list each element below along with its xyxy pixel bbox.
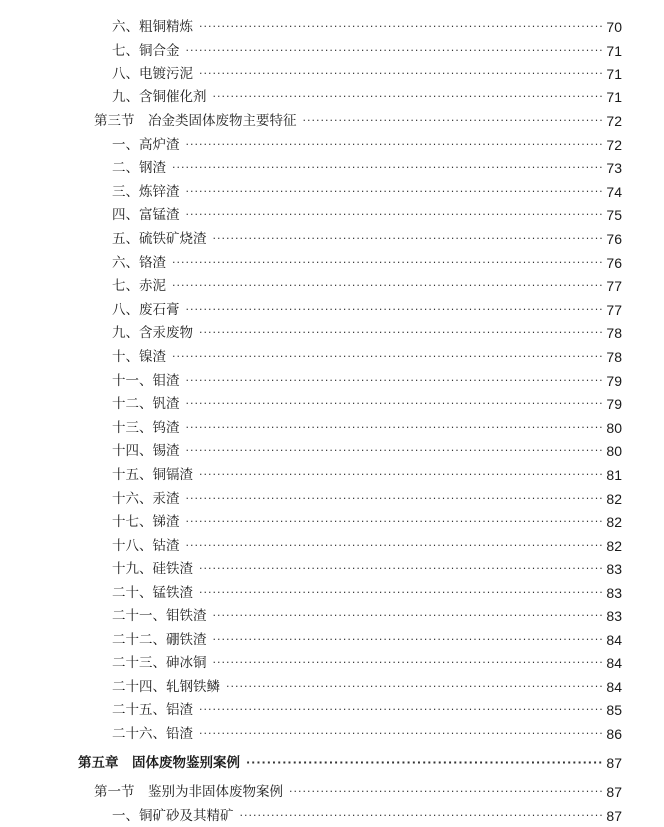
- toc-entry-page-number: 74: [606, 184, 622, 200]
- dot-leader: [199, 699, 602, 721]
- toc-entry-page-number: 83: [606, 585, 622, 601]
- dot-leader: [240, 805, 603, 827]
- toc-entry-page-number: 76: [606, 255, 622, 271]
- toc-entry-page-number: 80: [606, 443, 622, 459]
- toc-entry-title: 十五、铜镉渣: [112, 467, 193, 483]
- toc-entry-title: 六、铬渣: [112, 255, 166, 271]
- dot-leader: [186, 488, 603, 510]
- toc-entry-item: [112, 86, 622, 108]
- dot-leader: [172, 157, 602, 179]
- toc-entry-item: [112, 181, 622, 203]
- dot-leader: [226, 676, 602, 698]
- toc-entry-item: [112, 40, 622, 62]
- dot-leader: [172, 346, 602, 368]
- toc-entry-item: [112, 605, 622, 627]
- toc-entry-page-number: 72: [606, 113, 622, 129]
- toc-entry-item: [112, 16, 622, 38]
- toc-entry-item: [112, 558, 622, 580]
- dot-leader: [199, 464, 602, 486]
- toc-entry-page-number: 77: [606, 278, 622, 294]
- toc-entry-page-number: 75: [606, 207, 622, 223]
- dot-leader: [186, 299, 603, 321]
- toc-entry-chapter: [78, 752, 622, 774]
- toc-entry-page-number: 84: [606, 655, 622, 671]
- toc-entry-page-number: 71: [606, 66, 622, 82]
- toc-entry-title: 二十二、硼铁渣: [112, 632, 207, 648]
- toc-entry-title: 十八、钴渣: [112, 538, 180, 554]
- dot-leader: [186, 370, 603, 392]
- toc-entry-item: [112, 464, 622, 486]
- dot-leader: [199, 558, 602, 580]
- toc-entry-title: 九、含汞废物: [112, 325, 193, 341]
- toc-entry-section: [94, 110, 622, 132]
- toc-entry-page-number: 81: [606, 467, 622, 483]
- toc-entry-title: 七、铜合金: [112, 43, 180, 59]
- toc-entry-page-number: 84: [606, 679, 622, 695]
- toc-entry-title: 第三节 冶金类固体废物主要特征: [94, 113, 297, 129]
- toc-entry-page-number: 79: [606, 396, 622, 412]
- toc-entry-title: 四、富锰渣: [112, 207, 180, 223]
- toc-entry-item: [112, 440, 622, 462]
- toc-entry-title: 九、含铜催化剂: [112, 89, 207, 105]
- dot-leader: [172, 275, 602, 297]
- toc-entry-page-number: 80: [606, 420, 622, 436]
- dot-leader: [186, 204, 603, 226]
- toc-entry-item: [112, 805, 622, 827]
- toc-entry-page-number: 76: [606, 231, 622, 247]
- toc-entry-item: [112, 370, 622, 392]
- toc-entry-title: 十一、钼渣: [112, 373, 180, 389]
- toc-entry-item: [112, 417, 622, 439]
- toc-entry-page-number: 73: [606, 160, 622, 176]
- dot-leader: [199, 63, 602, 85]
- toc-entry-title: 十六、汞渣: [112, 491, 180, 507]
- toc-entry-title: 十七、锑渣: [112, 514, 180, 530]
- toc-entry-title: 二十五、铝渣: [112, 702, 193, 718]
- toc-entry-item: [112, 582, 622, 604]
- toc-entry-page-number: 79: [606, 373, 622, 389]
- toc-entry-item: [112, 157, 622, 179]
- toc-entry-title: 八、电镀污泥: [112, 66, 193, 82]
- toc-entry-item: [112, 275, 622, 297]
- toc-entry-item: [112, 629, 622, 651]
- toc-entry-title: 十二、钒渣: [112, 396, 180, 412]
- toc-entry-title: 一、铜矿砂及其精矿: [112, 808, 234, 824]
- dot-leader: [199, 322, 602, 344]
- toc-entry-title: 十、镍渣: [112, 349, 166, 365]
- dot-leader: [303, 110, 603, 132]
- toc-entry-page-number: 84: [606, 632, 622, 648]
- toc-entry-page-number: 87: [606, 808, 622, 824]
- toc-entry-page-number: 86: [606, 726, 622, 742]
- toc-entry-item: [112, 204, 622, 226]
- toc-entry-item: [112, 252, 622, 274]
- dot-leader: [186, 181, 603, 203]
- toc-entry-item: [112, 63, 622, 85]
- toc-entry-title: 第五章 固体废物鉴别案例: [78, 755, 240, 771]
- toc-entry-page-number: 82: [606, 491, 622, 507]
- toc-entry-item: [112, 134, 622, 156]
- toc-entry-page-number: 78: [606, 349, 622, 365]
- toc-entry-item: [112, 511, 622, 533]
- toc-entry-page-number: 71: [606, 43, 622, 59]
- toc-entry-page-number: 87: [606, 755, 622, 771]
- toc-entry-item: [112, 699, 622, 721]
- toc-entry-title: 七、赤泥: [112, 278, 166, 294]
- dot-leader: [246, 752, 602, 774]
- dot-leader: [186, 440, 603, 462]
- toc-entry-page-number: 83: [606, 608, 622, 624]
- dot-leader: [186, 134, 603, 156]
- dot-leader: [213, 228, 603, 250]
- toc-entry-section: [94, 781, 622, 803]
- toc-entry-title: 十九、硅铁渣: [112, 561, 193, 577]
- dot-leader: [186, 535, 603, 557]
- toc-entry-item: [112, 393, 622, 415]
- dot-leader: [289, 781, 602, 803]
- toc-entry-title: 八、废石膏: [112, 302, 180, 318]
- toc-entry-item: [112, 488, 622, 510]
- toc-entry-item: [112, 322, 622, 344]
- toc-entry-title: 二十、锰铁渣: [112, 585, 193, 601]
- toc-entry-item: [112, 676, 622, 698]
- toc-entry-title: 五、硫铁矿烧渣: [112, 231, 207, 247]
- toc-entry-page-number: 72: [606, 137, 622, 153]
- toc-entry-title: 第一节 鉴别为非固体废物案例: [94, 784, 283, 800]
- dot-leader: [186, 417, 603, 439]
- dot-leader: [186, 511, 603, 533]
- toc-entry-item: [112, 228, 622, 250]
- dot-leader: [199, 582, 602, 604]
- dot-leader: [213, 86, 603, 108]
- dot-leader: [199, 16, 602, 38]
- dot-leader: [199, 723, 602, 745]
- dot-leader: [213, 629, 603, 651]
- toc-entry-page-number: 82: [606, 538, 622, 554]
- dot-leader: [186, 40, 603, 62]
- dot-leader: [213, 652, 603, 674]
- toc-entry-page-number: 82: [606, 514, 622, 530]
- toc-entry-title: 六、粗铜精炼: [112, 19, 193, 35]
- toc-entry-title: 二十六、铅渣: [112, 726, 193, 742]
- toc-entry-title: 十四、锡渣: [112, 443, 180, 459]
- toc-entry-item: [112, 652, 622, 674]
- toc-entry-item: [112, 299, 622, 321]
- toc-entry-page-number: 70: [606, 19, 622, 35]
- toc-entry-page-number: 78: [606, 325, 622, 341]
- toc-entry-page-number: 83: [606, 561, 622, 577]
- toc-entry-item: [112, 723, 622, 745]
- toc-entry-page-number: 71: [606, 89, 622, 105]
- toc-entry-title: 一、高炉渣: [112, 137, 180, 153]
- dot-leader: [213, 605, 603, 627]
- toc-entry-title: 二十四、轧钢铁鳞: [112, 679, 220, 695]
- toc-entry-title: 二十一、钼铁渣: [112, 608, 207, 624]
- toc-entry-title: 三、炼锌渣: [112, 184, 180, 200]
- toc-entry-page-number: 87: [606, 784, 622, 800]
- dot-leader: [172, 252, 602, 274]
- dot-leader: [186, 393, 603, 415]
- toc-entry-title: 二十三、砷冰铜: [112, 655, 207, 671]
- toc-entry-page-number: 85: [606, 702, 622, 718]
- toc-entry-item: [112, 346, 622, 368]
- toc-entry-title: 二、钢渣: [112, 160, 166, 176]
- toc-entry-title: 十三、钨渣: [112, 420, 180, 436]
- toc-entry-item: [112, 535, 622, 557]
- toc-entry-page-number: 77: [606, 302, 622, 318]
